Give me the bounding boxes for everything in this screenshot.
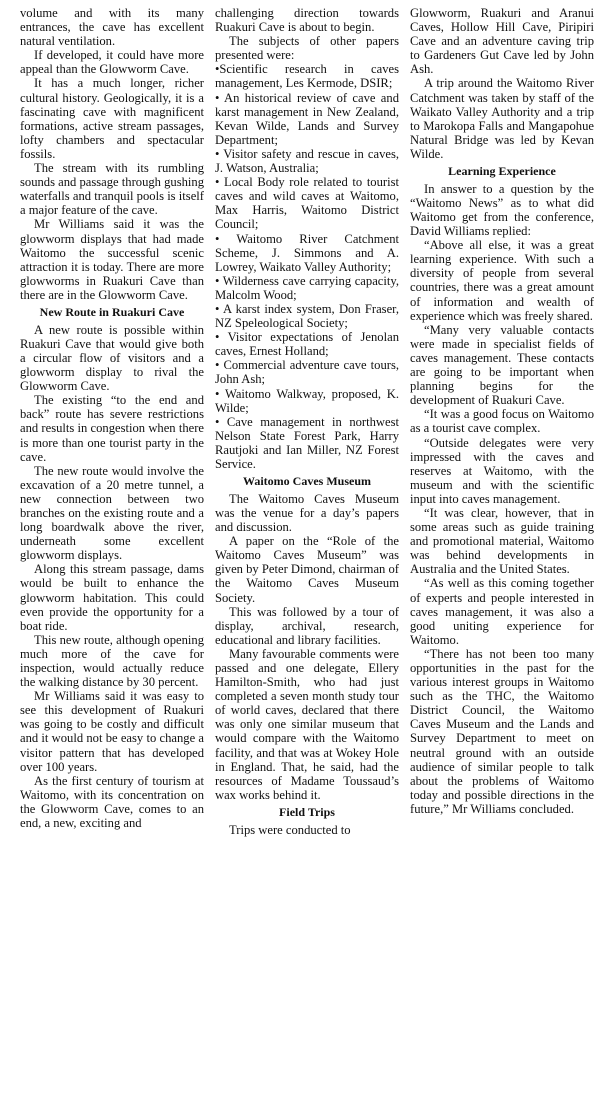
- paragraph: “There has not been too many opportunities in the past for the various interest groups in Waitomo such as the THC, the Waitomo District Council, the Waitomo Caves Museum and the Lands and Survey Department to meet on neutral ground with an outside audience of similar people to talk about the problems of Waitomo today and possible directions in the future,” Mr Williams concluded.: [410, 646, 594, 816]
- list-item: • A karst index system, Don Fraser, NZ Speleological Society;: [215, 301, 399, 331]
- list-item: •Scientific research in caves management, Les Kermode, DSIR;: [215, 62, 399, 91]
- list-item: • Cave management in northwest Nelson State Forest Park, Harry Rautjoki and Ian Miller, NZ Forest Service.: [215, 414, 399, 471]
- paragraph: This new route, although opening much more of the cave for inspection, would actually reduce the walking distance by 30 percent.: [20, 632, 204, 690]
- paragraph: Along this stream passage, dams would be built to enhance the glowworm habitation. This could even provide the opportunity for a boat ride.: [20, 562, 204, 633]
- paragraph: This was followed by a tour of display, archival, research, educational and library facilities.: [215, 604, 399, 647]
- paragraph: Glowworm, Ruakuri and Aranui Caves, Hollow Hill Cave, Piripiri Cave and an adventure caving trip to Gardeners Gut Cave led by John Ash.: [410, 6, 594, 77]
- paragraph: A trip around the Waitomo River Catchment was taken by staff of the Waikato Valley Authority and a trip to Marokopa Falls and Mangapohue Natural Bridge was led by Kevan Wilde.: [410, 76, 594, 161]
- list-item: • Visitor safety and rescue in caves, J. Watson, Australia;: [215, 146, 399, 176]
- column-2: [215, 6, 399, 1115]
- paragraph: “It was a good focus on Waitomo as a tourist cave complex.: [410, 407, 594, 436]
- paragraph: The existing “to the end and back” route has severe restrictions and results in congestion when there is more than one tourist party in the cave.: [20, 393, 204, 464]
- list-item: • Commercial adventure cave tours, John Ash;: [215, 358, 399, 387]
- paragraph: “Many very valuable contacts were made in specialist fields of caves management. These contacts are going to be important when planning begins for the development of Ruakuri Cave.: [410, 322, 594, 408]
- list-item: • Local Body role related to tourist caves and wild caves at Waitomo, Max Harris, Waitomo District Council;: [215, 175, 399, 232]
- paragraph: If developed, it could have more appeal than the Glowworm Cave.: [20, 48, 204, 77]
- paragraph: A paper on the “Role of the Waitomo Caves Museum” was given by Peter Dimond, chairman of the Waitomo Caves Museum Society.: [215, 534, 399, 605]
- column-1: [20, 6, 204, 1115]
- paragraph: “It was clear, however, that in some areas such as guide training and promotional material, Waitomo was behind developments in Australia and the United States.: [410, 505, 594, 577]
- paragraph: challenging direction towards Ruakuri Cave is about to begin.: [215, 6, 399, 35]
- paragraph: The Waitomo Caves Museum was the venue for a day’s papers and discussion.: [215, 491, 399, 535]
- section-heading: Field Trips: [279, 804, 335, 819]
- list-item: • Wilderness cave carrying capacity, Malcolm Wood;: [215, 273, 399, 302]
- column-3: [410, 6, 594, 1115]
- section-heading: New Route in Ruakuri Cave: [39, 304, 185, 319]
- paragraph: The stream with its rumbling sounds and passage through gushing waterfalls and tranquil pools is itself a major feature of the cave.: [20, 161, 204, 218]
- paragraph: “As well as this coming together of experts and people interested in caves management, it was also a good uniting experience for Waitomo.: [410, 576, 594, 647]
- paragraph: It has a much longer, richer cultural history. Geologically, it is a fascinating cave with magnificent formations, active stream passages, lofty chambers and spectacular fossils.: [20, 76, 204, 161]
- paragraph: The new route would involve the excavation of a 20 metre tunnel, a new connection between two branches on the existing route and a long boardwalk above the river, underneath some excellent glowworm displays.: [20, 463, 204, 563]
- section-heading: Waitomo Caves Museum: [243, 474, 371, 489]
- list-item: • Visitor expectations of Jenolan caves, Ernest Holland;: [215, 330, 399, 359]
- paragraph: “Above all else, it was a great learning experience. With such a diversity of people from several countries, there was a great amount of information and wealth of experience which was freely shared.: [410, 238, 594, 323]
- paragraph: The subjects of other papers presented were:: [215, 34, 399, 63]
- paragraph: As the first century of tourism at Waitomo, with its concentration on the Glowworm Cave, comes to an end, a new, exciting and: [20, 773, 204, 831]
- paragraph: Mr Williams said it was easy to see this development of Ruakuri was going to be costly and difficult and it would not be easy to change a visitor pattern that has developed over 100 years.: [20, 689, 204, 774]
- paragraph: In answer to a question by the “Waitomo News” as to what did Waitomo get from the conference, David Williams replied:: [410, 181, 594, 239]
- paragraph: A new route is possible within Ruakuri Cave that would give both a circular flow of visitors and a glowworm display to rival the Glowworm Cave.: [20, 322, 204, 394]
- list-item: • Waitomo Walkway, proposed, K. Wilde;: [215, 386, 399, 415]
- list-item: • Waitomo River Catchment Scheme, J. Simmons and A. Lowrey, Waikato Valley Authority;: [215, 231, 399, 274]
- paragraph: “Outside delegates were very impressed with the caves and reserves at Waitomo, with the museum and with the scientific input into caves management.: [410, 435, 594, 506]
- paragraph: Trips were conducted to: [229, 822, 351, 837]
- section-heading: Learning Experience: [448, 164, 556, 179]
- paragraph: Mr Williams said it was the glowworm displays that had made Waitomo the successful scenic attraction it is today. There are more glowworms in Ruakuri Cave than there are in the Glowworm Cave.: [20, 217, 204, 302]
- paragraph: Many favourable comments were passed and one delegate, Ellery Hamilton-Smith, who had just completed a seven month study tour of world caves, declared that there was only one similar museum that would compare with the Waitomo facility, and that was at Wokey Hole in England. That, he said, had the resources of Madame Toussaud’s wax works behind it.: [215, 646, 399, 802]
- list-item: • An historical review of cave and karst management in New Zealand, Kevan Wilde, Lands and Survey Department;: [215, 90, 399, 147]
- paragraph: volume and with its many entrances, the cave has excellent natural ventilation.: [20, 6, 204, 49]
